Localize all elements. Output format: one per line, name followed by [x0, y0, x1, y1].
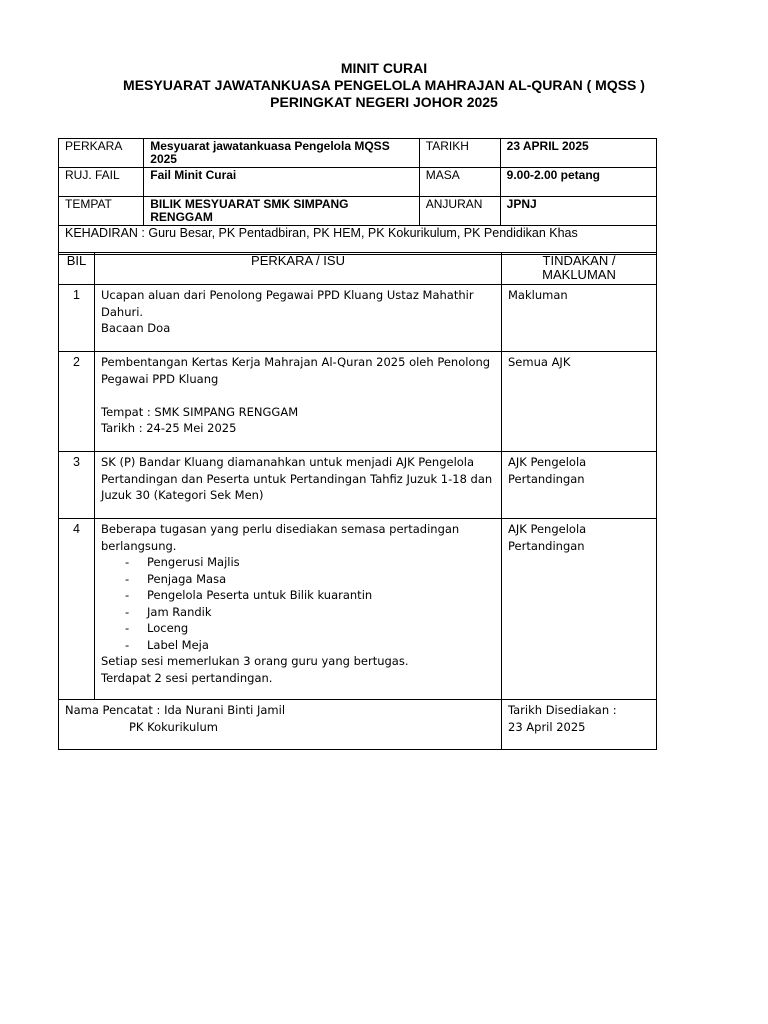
tarikh-label: TARIKH [419, 139, 500, 168]
table-row [59, 352, 657, 452]
issue-line: Tarikh : 24-25 Mei 2025 [101, 421, 237, 435]
meeting-info-table [58, 138, 657, 255]
tarikh-value: 23 APRIL 2025 [500, 139, 656, 168]
col-bil-header: BIL [59, 253, 95, 285]
prepared-date-value: 23 April 2025 [508, 719, 586, 734]
minutes-table [58, 252, 657, 750]
row-issue [95, 452, 502, 519]
tempat-label: TEMPAT [59, 197, 144, 226]
row-number: 2 [59, 352, 95, 452]
col-perkara-header: PERKARA / ISU [95, 253, 502, 285]
perkara-label: PERKARA [59, 139, 144, 168]
ruj-fail-label: RUJ. FAIL [59, 168, 144, 197]
issue-line: Bacaan Doa [101, 321, 171, 335]
issue-line: Beberapa tugasan yang perlu disediakan semasa pertadingan berlangsung. [101, 522, 460, 553]
footer-row [59, 700, 657, 750]
issue-line: SK (P) Bandar Kluang diamanahkan untuk menjadi AJK Pengelola Pertandingan dan Peserta untuk Pertandingan Tahfiz Juzuk 1-18 dan Juzuk 30 (Kategori Sek Men) [101, 455, 493, 502]
issue-line: Tempat : SMK SIMPANG RENGGAM [101, 404, 299, 419]
document-subtitle-level: PERINGKAT NEGERI JOHOR 2025 [270, 94, 498, 110]
row-number: 3 [59, 452, 95, 519]
row-issue [95, 519, 502, 700]
list-item: - Pengelola Peserta untuk Bilik kuarantin [125, 587, 495, 604]
list-item: - Pengerusi Majlis [125, 554, 495, 571]
row-action: Makluman [502, 285, 657, 352]
prepared-date-label: Tarikh Disediakan : [508, 703, 617, 717]
task-list [101, 554, 495, 653]
masa-value: 9.00-2.00 petang [500, 168, 656, 197]
list-item: - Loceng [125, 620, 495, 637]
list-item: - Jam Randik [125, 604, 495, 621]
row-issue [95, 285, 502, 352]
row-action: AJK Pengelola Pertandingan [502, 452, 657, 519]
table-row [59, 285, 657, 352]
list-item: - Penjaga Masa [125, 571, 495, 588]
anjuran-label: ANJURAN [419, 197, 500, 226]
perkara-value: Mesyuarat jawatankuasa Pengelola MQSS 2025 [144, 139, 419, 168]
recorder-cell [59, 700, 502, 750]
issue-line: Pembentangan Kertas Kerja Mahrajan Al-Quran 2025 oleh Penolong Pegawai PPD Kluang [101, 355, 491, 386]
row-action: Semua AJK [502, 352, 657, 452]
prepared-date-cell [502, 700, 657, 750]
table-row [59, 452, 657, 519]
row-action: AJK Pengelola Pertandingan [502, 519, 657, 700]
col-tindakan-header: TINDAKAN / MAKLUMAN [502, 253, 657, 285]
issue-line: Setiap sesi memerlukan 3 orang guru yang bertugas. [101, 654, 409, 668]
issue-line: Ucapan aluan dari Penolong Pegawai PPD Kluang Ustaz Mahathir Dahuri. [101, 288, 474, 319]
tempat-value: BILIK MESYUARAT SMK SIMPANG RENGGAM [144, 197, 419, 226]
row-number: 4 [59, 519, 95, 700]
document-subtitle: MESYUARAT JAWATANKUASA PENGELOLA MAHRAJAN AL-QURAN ( MQSS ) [123, 77, 645, 93]
list-item: - Label Meja [125, 637, 495, 654]
ruj-fail-value: Fail Minit Curai [144, 168, 419, 197]
minutes-header-row [59, 253, 657, 285]
issue-line: Terdapat 2 sesi pertandingan. [101, 670, 273, 685]
kehadiran-row: KEHADIRAN : Guru Besar, PK Pentadbiran, PK HEM, PK Kokurikulum, PK Pendidikan Khas [59, 226, 657, 255]
row-issue [95, 352, 502, 452]
row-number: 1 [59, 285, 95, 352]
recorder-position: PK Kokurikulum [129, 719, 218, 734]
anjuran-value: JPNJ [500, 197, 656, 226]
document-title: MINIT CURAI [340, 60, 428, 76]
table-row [59, 519, 657, 700]
recorder-name: Nama Pencatat : Ida Nurani Binti Jamil [65, 703, 286, 717]
masa-label: MASA [419, 168, 500, 197]
